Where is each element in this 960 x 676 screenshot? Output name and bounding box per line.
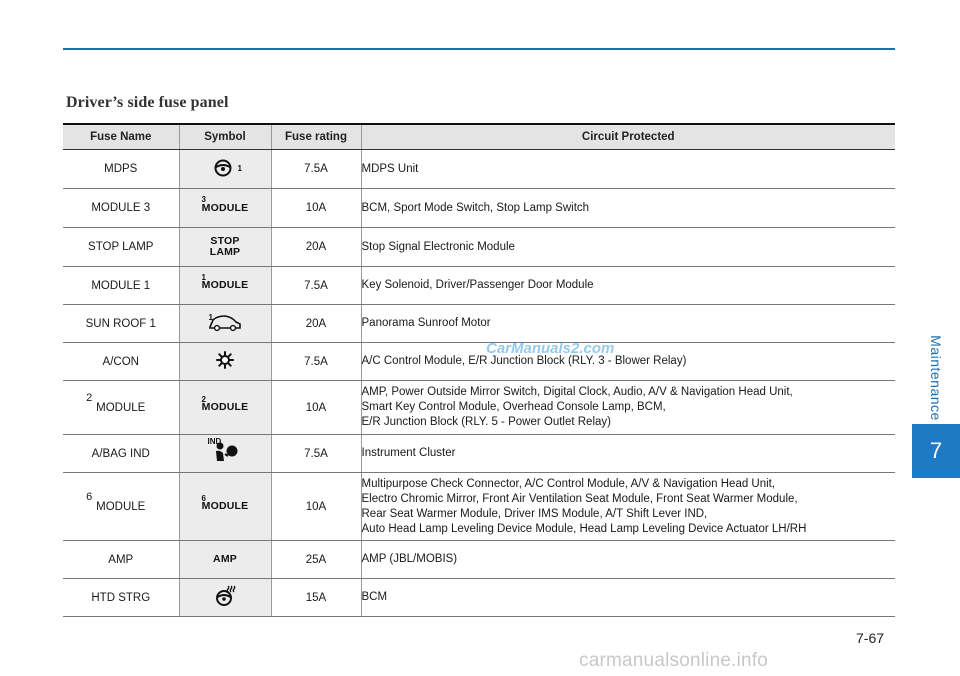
fuse-symbol-cell — [179, 541, 271, 579]
fuse-name — [108, 554, 133, 566]
watermark-bottom: carmanualsonline.info — [579, 650, 769, 671]
fuse-name — [86, 391, 146, 414]
circuit-protected — [361, 473, 895, 541]
table-row — [63, 228, 895, 267]
fuse-rating: 25A — [271, 541, 361, 579]
fuse-name-cell — [63, 473, 179, 541]
fuse-symbol-label — [202, 280, 249, 291]
fuse-name — [86, 318, 156, 330]
circuit-line: MDPS Unit — [361, 162, 419, 175]
fuse-symbol-cell — [179, 267, 271, 305]
fuse-symbol-label — [213, 554, 237, 565]
fuse-rating: 7.5A — [271, 150, 361, 189]
table-row — [63, 267, 895, 305]
circuit-protected — [361, 228, 895, 267]
circuit-protected — [361, 579, 895, 617]
table-row — [63, 435, 895, 473]
fuse-name-cell — [63, 189, 179, 228]
fuse-symbol-label-line: MODULE — [201, 201, 249, 214]
circuit-protected — [361, 189, 895, 228]
table-header-row — [63, 124, 895, 150]
fuse-symbol-label-line: LAMP — [209, 246, 241, 258]
fuse-name-text: A/CON — [102, 355, 139, 368]
fuse-symbol-label — [202, 402, 249, 413]
fuse-name-text: STOP LAMP — [88, 241, 154, 253]
fuse-symbol-label — [202, 501, 249, 512]
table-row — [63, 473, 895, 541]
table-row — [63, 541, 895, 579]
fuse-symbol-cell — [179, 435, 271, 473]
fuse-name-cell — [63, 343, 179, 381]
fuse-rating: 10A — [271, 473, 361, 541]
fuse-rating: 10A — [271, 189, 361, 228]
watermark-mid: CarManuals2.com — [486, 340, 615, 357]
fuse-name — [86, 490, 146, 513]
fuse-symbol-label-line: MODULE — [201, 500, 249, 512]
fuse-name — [91, 592, 150, 604]
circuit-line: BCM — [361, 591, 388, 603]
fuse-name — [103, 356, 139, 368]
fuse-symbol-label-line: STOP — [210, 235, 240, 247]
header-symbol: Symbol — [179, 124, 271, 150]
circuit-line: BCM, Sport Mode Switch, Stop Lamp Switch — [361, 201, 590, 214]
fuse-symbol-superscript: 1 — [208, 312, 213, 322]
steering-icon — [214, 159, 236, 180]
fuse-name-cell — [63, 267, 179, 305]
fuse-name-text: MODULE 3 — [91, 202, 151, 214]
page-number: 7-67 — [856, 630, 885, 646]
fuse-symbol-superscript: 6 — [201, 493, 206, 503]
circuit-protected — [361, 150, 895, 189]
chapter-tab: 7 — [912, 424, 960, 478]
circuit-line: A/C Control Module, E/R Junction Block (RLY. 3 - Blower Relay) — [361, 355, 687, 367]
header-fuse-rating: Fuse rating — [271, 124, 361, 150]
circuit-protected — [361, 305, 895, 343]
circuit-protected — [361, 343, 895, 381]
circuit-line: Smart Key Control Module, Overhead Console Lamp, BCM, — [361, 401, 666, 413]
fuse-name-text: A/BAG IND — [91, 447, 150, 460]
fuse-symbol-superscript: 1 — [201, 272, 206, 282]
fuse-symbol-label-line: AMP — [213, 553, 237, 565]
header-circuit-protected: Circuit Protected — [361, 124, 895, 150]
table-row — [63, 305, 895, 343]
fuse-table — [63, 123, 895, 617]
circuit-line: E/R Junction Block (RLY. 5 - Power Outlet Relay) — [361, 416, 611, 428]
fuse-name — [92, 448, 150, 460]
table-row — [63, 381, 895, 435]
fuse-rating: 7.5A — [271, 435, 361, 473]
fuse-rating: 20A — [271, 228, 361, 267]
fuse-symbol-cell — [179, 228, 271, 267]
fuse-name-text: SUN ROOF 1 — [85, 317, 156, 330]
fuse-name-text: AMP — [108, 553, 134, 566]
fuse-name-cell — [63, 541, 179, 579]
circuit-line: AMP, Power Outside Mirror Switch, Digital Clock, Audio, A/V & Navigation Head Unit, — [361, 386, 793, 398]
fuse-name — [91, 280, 150, 292]
fuse-name-cell — [63, 150, 179, 189]
fuse-name-text: MODULE — [96, 401, 146, 414]
circuit-protected — [361, 541, 895, 579]
fuse-name — [88, 241, 153, 253]
fuse-symbol-label — [202, 203, 249, 214]
fuse-name-text: MODULE 1 — [91, 279, 151, 292]
fuse-symbol-cell — [179, 381, 271, 435]
fuse-symbol-superscript: 2 — [201, 394, 206, 404]
fuse-symbol-cell — [179, 150, 271, 189]
circuit-line: Instrument Cluster — [361, 447, 456, 459]
circuit-line: Auto Head Lamp Leveling Device Module, Head Lamp Leveling Device Actuator LH/RH — [361, 522, 807, 535]
table-row — [63, 150, 895, 189]
fuse-symbol-cell — [179, 579, 271, 617]
fuse-name-cell — [63, 305, 179, 343]
fuse-name-superscript: 6 — [86, 490, 93, 503]
side-label — [914, 335, 958, 421]
fuse-name — [104, 163, 137, 175]
side-label-text: Maintenance — [928, 335, 944, 421]
snowflake-icon — [216, 351, 234, 372]
fuse-symbol-cell — [179, 189, 271, 228]
fuse-symbol-label-line: MODULE — [201, 401, 249, 413]
fuse-rating: 10A — [271, 381, 361, 435]
fuse-symbol-label — [210, 236, 241, 258]
fuse-rating: 20A — [271, 305, 361, 343]
fuse-name-cell — [63, 381, 179, 435]
fuse-name — [91, 202, 150, 214]
fuse-name-text: MODULE — [96, 500, 146, 513]
header-fuse-name: Fuse Name — [63, 124, 179, 150]
fuse-rating: 15A — [271, 579, 361, 617]
fuse-symbol-label-line: MODULE — [201, 279, 249, 291]
fuse-symbol-superscript: IND — [207, 437, 222, 446]
fuse-symbol-superscript: 1 — [237, 164, 242, 173]
fuse-name-cell — [63, 579, 179, 617]
circuit-line: Electro Chromic Mirror, Front Air Ventilation Seat Module, Front Seat Warmer Module, — [361, 492, 798, 505]
circuit-line: Multipurpose Check Connector, A/C Control Module, A/V & Navigation Head Unit, — [361, 477, 776, 490]
fuse-symbol-cell — [179, 473, 271, 541]
circuit-protected — [361, 381, 895, 435]
heated-steering-icon — [214, 585, 236, 610]
circuit-line: Key Solenoid, Driver/Passenger Door Module — [361, 279, 594, 291]
section-title: Driver’s side fuse panel — [66, 94, 229, 111]
fuse-rating: 7.5A — [271, 267, 361, 305]
fuse-name-cell — [63, 435, 179, 473]
fuse-symbol-superscript: 3 — [201, 195, 206, 204]
fuse-rating: 7.5A — [271, 343, 361, 381]
circuit-line: Panorama Sunroof Motor — [361, 317, 491, 329]
fuse-name-text: MDPS — [104, 163, 138, 175]
fuse-name-text: HTD STRG — [91, 591, 151, 604]
fuse-name-cell — [63, 228, 179, 267]
circuit-line: Rear Seat Warmer Module, Driver IMS Module, A/T Shift Lever IND, — [361, 507, 708, 520]
circuit-protected — [361, 267, 895, 305]
fuse-symbol-cell — [179, 343, 271, 381]
circuit-line: AMP (JBL/MOBIS) — [361, 553, 458, 565]
table-row — [63, 579, 895, 617]
top-divider — [63, 48, 895, 50]
circuit-protected — [361, 435, 895, 473]
circuit-line: Stop Signal Electronic Module — [361, 240, 515, 253]
fuse-name-superscript: 2 — [86, 391, 93, 404]
fuse-symbol-cell — [179, 305, 271, 343]
table-row — [63, 343, 895, 381]
table-row — [63, 189, 895, 228]
